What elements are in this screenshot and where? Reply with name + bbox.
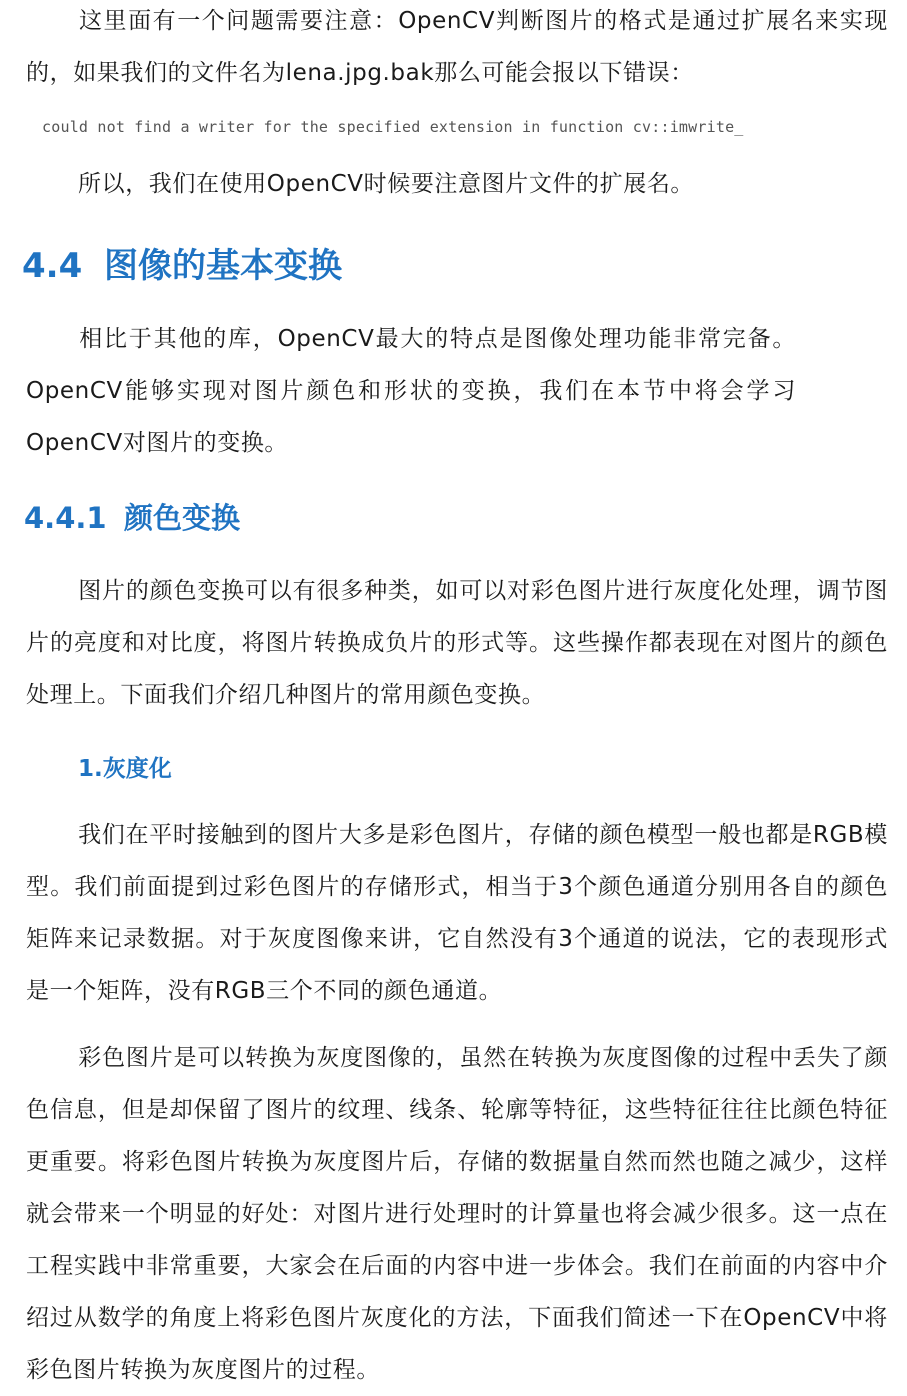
paragraph-grayscale-intro — [26, 809, 888, 1017]
paragraph-extension-reminder — [26, 158, 888, 210]
paragraph-section-intro — [26, 313, 796, 469]
section-title: 图像的基本变换 — [104, 246, 342, 286]
paragraph-extension-note — [26, 0, 888, 99]
paragraph-text: 所以，我们在使用OpenCV时候要注意图片文件的扩展名。 — [78, 171, 695, 197]
item-heading: 1.灰度化 — [78, 756, 172, 782]
subsection-title: 颜色变换 — [124, 501, 241, 535]
subsection-heading — [24, 496, 240, 537]
paragraph-text: 我们在平时接触到的图片大多是彩色图片，存储的颜色模型一般也都是RGB模型。我们前面提到过彩色图片的存储形式，相当于3个颜色通道分别用各自的颜色矩阵来记录数据。对于灰度图像来讲，它自然没有3个通道的说法，它的表现形式是一个矩阵，没有RGB三个不同的颜色通道。 — [26, 822, 888, 1004]
section-heading — [22, 238, 342, 287]
paragraph-grayscale-benefit — [26, 1032, 888, 1396]
paragraph-text: 相比于其他的库，OpenCV最大的特点是图像处理功能非常完备。OpenCV能够实现对图片颜色和形状的变换，我们在本节中将会学习OpenCV对图片的变换。 — [26, 326, 796, 456]
paragraph-text: 彩色图片是可以转换为灰度图像的，虽然在转换为灰度图像的过程中丢失了颜色信息，但是却保留了图片的纹理、线条、轮廓等特征，这些特征往往比颜色特征更重要。将彩色图片转换为灰度图片后，存储的数据量自然而然也随之减少，这样就会带来一个明显的好处：对图片进行处理时的计算量也将会减少很多。这一点在工程实践中非常重要，大家会在后面的内容中进一步体会。我们在前面的内容中介绍过从数学的角度上将彩色图片灰度化的方法，下面我们简述一下在OpenCV中将彩色图片转换为灰度图片的过程。 — [26, 1045, 888, 1383]
error-code-line: could not find a writer for the specified extension in function cv::imwrite_ — [42, 118, 744, 136]
subsection-number: 4.4.1 — [24, 501, 107, 535]
paragraph-text: 图片的颜色变换可以有很多种类，如可以对彩色图片进行灰度化处理，调节图片的亮度和对比度，将图片转换成负片的形式等。这些操作都表现在对图片的颜色处理上。下面我们介绍几种图片的常用颜色变换。 — [26, 578, 888, 708]
paragraph-text: 这里面有一个问题需要注意：OpenCV判断图片的格式是通过扩展名来实现的，如果我们的文件名为lena.jpg.bak那么可能会报以下错误： — [26, 8, 888, 86]
paragraph-color-transform — [26, 565, 888, 721]
section-number: 4.4 — [22, 246, 83, 286]
